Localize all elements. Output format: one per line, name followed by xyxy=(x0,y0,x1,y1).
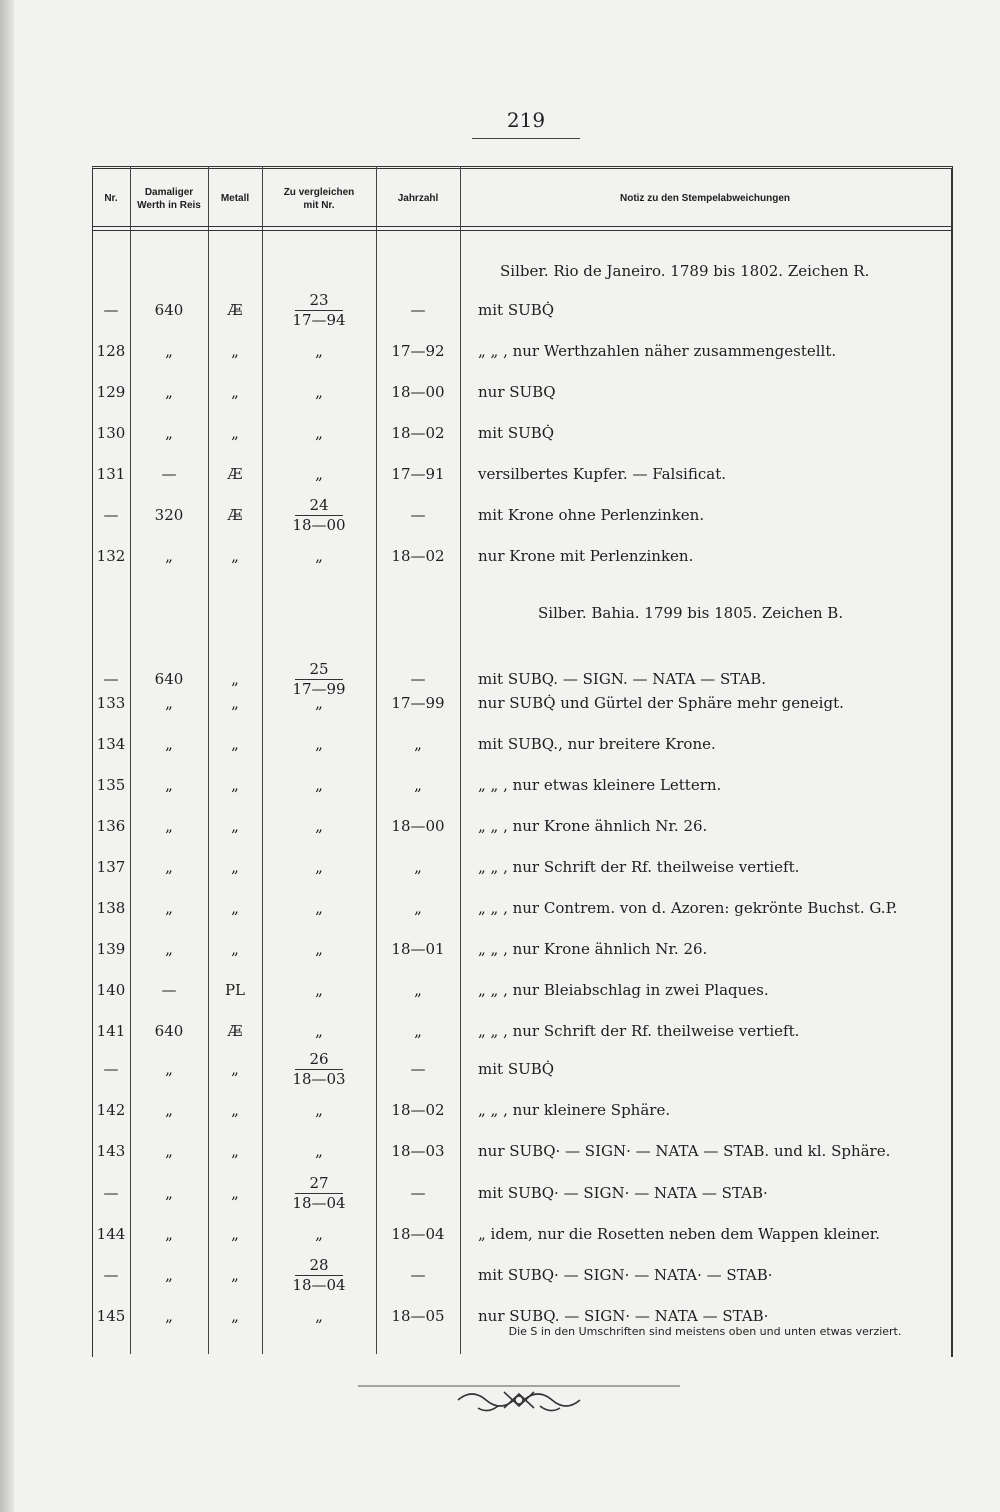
row-nr: 137 xyxy=(96,858,126,876)
table-row xyxy=(92,331,952,371)
row-metall: „ xyxy=(231,776,239,794)
row-metall: „ xyxy=(231,1225,239,1243)
row-notiz: „ „ , nur kleinere Sphäre. xyxy=(478,1101,671,1119)
row-jahrzahl: 18—03 xyxy=(391,1142,445,1160)
row-wert: „ xyxy=(165,735,173,753)
section-heading-bahia: Silber. Bahia. 1799 bis 1805. Zeichen B. xyxy=(538,604,844,622)
row-notiz: „ „ , nur Schrift der Rf. theilweise vertieft. xyxy=(478,858,800,876)
row-vergleich: „ xyxy=(315,694,323,712)
table-row xyxy=(92,929,952,969)
footnote: Die S in den Umschriften sind meistens oben und unten etwas verziert. xyxy=(508,1325,902,1338)
row-nr: — xyxy=(103,1184,119,1202)
row-jahrzahl: — xyxy=(410,506,426,524)
row-vergleich xyxy=(262,1049,376,1089)
row-nr: 134 xyxy=(96,735,126,753)
row-vergleich: „ xyxy=(315,342,323,360)
row-notiz: „ „ , nur Schrift der Rf. theilweise vertieft. xyxy=(478,1022,800,1040)
header-metall: Metall xyxy=(220,193,250,205)
row-metall: Æ xyxy=(227,465,243,483)
row-wert: 640 xyxy=(154,301,184,319)
table-row xyxy=(92,290,952,330)
row-wert: „ xyxy=(165,940,173,958)
row-nr: 143 xyxy=(96,1142,126,1160)
row-notiz: „ „ , nur Krone ähnlich Nr. 26. xyxy=(478,817,708,835)
decorative-flourish-icon xyxy=(358,1378,680,1418)
row-jahrzahl: 18—02 xyxy=(391,547,445,565)
table-row xyxy=(92,806,952,846)
comparison-number: 27 xyxy=(295,1175,342,1194)
comparison-fraction xyxy=(292,497,345,533)
row-wert: 640 xyxy=(154,670,184,688)
row-nr: 142 xyxy=(96,1101,126,1119)
row-notiz: mit SUBQ· — SIGN· — NATA· — STAB· xyxy=(478,1266,773,1284)
row-jahrzahl: „ xyxy=(414,1022,422,1040)
row-notiz: „ „ , nur Krone ähnlich Nr. 26. xyxy=(478,940,708,958)
row-jahrzahl: 17—92 xyxy=(391,342,445,360)
row-vergleich: „ xyxy=(315,1142,323,1160)
row-metall: „ xyxy=(231,424,239,442)
row-notiz: „ „ , nur Bleiabschlag in zwei Plaques. xyxy=(478,981,769,999)
row-vergleich: „ xyxy=(315,981,323,999)
page-binding-edge xyxy=(0,0,14,1512)
header-vergleich: Zu vergleichen mit Nr. xyxy=(283,186,355,211)
row-metall: „ xyxy=(231,899,239,917)
row-notiz: nur SUBQ̇ und Gürtel der Sphäre mehr geneigt. xyxy=(478,694,844,712)
row-nr: 131 xyxy=(96,465,126,483)
row-vergleich: „ xyxy=(315,899,323,917)
row-wert: 640 xyxy=(154,1022,184,1040)
row-notiz: nur SUBQ. — SIGN· — NATA — STAB· xyxy=(478,1307,769,1325)
row-nr: 133 xyxy=(96,694,126,712)
row-jahrzahl: „ xyxy=(414,858,422,876)
row-jahrzahl: „ xyxy=(414,981,422,999)
table-row xyxy=(92,413,952,453)
row-jahrzahl: — xyxy=(410,1184,426,1202)
row-jahrzahl: 18—02 xyxy=(391,424,445,442)
row-metall: „ xyxy=(231,1307,239,1325)
comparison-year: 18—03 xyxy=(292,1069,346,1088)
comparison-number: 24 xyxy=(295,497,342,516)
row-wert: „ xyxy=(165,547,173,565)
row-nr: 141 xyxy=(96,1022,126,1040)
table-row xyxy=(92,765,952,805)
row-wert: „ xyxy=(165,694,173,712)
row-jahrzahl: 18—05 xyxy=(391,1307,445,1325)
row-nr: 144 xyxy=(96,1225,126,1243)
row-wert: „ xyxy=(165,342,173,360)
row-jahrzahl: 18—00 xyxy=(391,817,445,835)
page-number: 219 xyxy=(472,108,580,139)
row-notiz: „ „ , nur etwas kleinere Lettern. xyxy=(478,776,722,794)
row-jahrzahl: — xyxy=(410,670,426,688)
table-row xyxy=(92,454,952,494)
comparison-year: 18—04 xyxy=(292,1275,346,1294)
row-jahrzahl: „ xyxy=(414,735,422,753)
row-notiz: versilbertes Kupfer. — Falsificat. xyxy=(478,465,726,483)
row-wert: „ xyxy=(165,424,173,442)
row-vergleich: „ xyxy=(315,940,323,958)
table-row xyxy=(92,1131,952,1171)
comparison-fraction xyxy=(292,1175,345,1211)
row-wert: „ xyxy=(165,1307,173,1325)
comparison-year: 18—00 xyxy=(292,515,346,534)
table-row xyxy=(92,1255,952,1295)
row-vergleich: „ xyxy=(315,383,323,401)
table-row xyxy=(92,847,952,887)
row-vergleich: „ xyxy=(315,858,323,876)
row-wert: „ xyxy=(165,1142,173,1160)
row-jahrzahl: 17—91 xyxy=(391,465,445,483)
row-vergleich: „ xyxy=(315,735,323,753)
row-metall: Æ̶ xyxy=(227,1022,243,1040)
table-row xyxy=(92,1049,952,1089)
row-metall: „ xyxy=(231,735,239,753)
table-row xyxy=(92,888,952,928)
row-metall: „ xyxy=(231,547,239,565)
header-wert: Damaliger Werth in Reis xyxy=(137,186,201,211)
row-nr: 140 xyxy=(96,981,126,999)
row-jahrzahl: 18—00 xyxy=(391,383,445,401)
comparison-year: 18—04 xyxy=(292,1193,346,1212)
row-notiz: nur Krone mit Perlenzinken. xyxy=(478,547,694,565)
row-wert: „ xyxy=(165,899,173,917)
row-metall: Æ̶ xyxy=(227,506,243,524)
row-jahrzahl: 17—99 xyxy=(391,694,445,712)
comparison-fraction xyxy=(292,1257,345,1293)
table-row xyxy=(92,1214,952,1254)
row-notiz: „ „ , nur Werthzahlen näher zusammengestellt. xyxy=(478,342,837,360)
row-notiz: mit SUBQ· — SIGN· — NATA — STAB· xyxy=(478,1184,768,1202)
table-row xyxy=(92,495,952,535)
comparison-year: 17—99 xyxy=(292,679,346,698)
comparison-number: 28 xyxy=(295,1257,342,1276)
comparison-number: 23 xyxy=(295,292,342,311)
row-vergleich xyxy=(262,1173,376,1213)
table-row xyxy=(92,970,952,1010)
table-row xyxy=(92,1090,952,1130)
row-wert: „ xyxy=(165,1266,173,1284)
row-vergleich: „ xyxy=(315,817,323,835)
comparison-fraction xyxy=(292,292,345,328)
row-nr: — xyxy=(103,670,119,688)
row-wert: „ xyxy=(165,1184,173,1202)
row-wert: „ xyxy=(165,1225,173,1243)
row-wert: „ xyxy=(165,858,173,876)
row-jahrzahl: „ xyxy=(414,899,422,917)
row-notiz: mit SUBQ̇ xyxy=(478,301,555,319)
comparison-number: 25 xyxy=(295,661,342,680)
row-vergleich xyxy=(262,290,376,330)
row-jahrzahl: — xyxy=(410,301,426,319)
header-jahrzahl: Jahrzahl xyxy=(397,193,439,205)
comparison-number: 26 xyxy=(295,1051,342,1070)
row-vergleich: „ xyxy=(315,1101,323,1119)
row-nr: — xyxy=(103,1266,119,1284)
row-nr: 129 xyxy=(96,383,126,401)
row-metall: „ xyxy=(231,1060,239,1078)
row-nr: 145 xyxy=(96,1307,126,1325)
row-metall: „ xyxy=(231,817,239,835)
row-wert: „ xyxy=(165,383,173,401)
row-nr: 138 xyxy=(96,899,126,917)
row-vergleich: „ xyxy=(315,424,323,442)
row-metall: „ xyxy=(231,383,239,401)
table-row xyxy=(92,1173,952,1213)
header-nr: Nr. xyxy=(104,193,118,205)
row-notiz: mit SUBQ̇ xyxy=(478,424,555,442)
row-vergleich: „ xyxy=(315,1022,323,1040)
row-metall: „ xyxy=(231,342,239,360)
row-metall: „ xyxy=(231,940,239,958)
row-notiz: nur SUBQ· — SIGN· — NATA — STAB. und kl. Sphäre. xyxy=(478,1142,891,1160)
row-notiz: mit SUBQ., nur breitere Krone. xyxy=(478,735,716,753)
comparison-year: 17—94 xyxy=(292,310,346,329)
row-nr: 136 xyxy=(96,817,126,835)
comparison-fraction xyxy=(292,1051,345,1087)
row-notiz: „ idem, nur die Rosetten neben dem Wappen kleiner. xyxy=(478,1225,881,1243)
row-metall: „ xyxy=(231,1184,239,1202)
header-separator xyxy=(92,226,952,231)
row-jahrzahl: — xyxy=(410,1266,426,1284)
row-jahrzahl: — xyxy=(410,1060,426,1078)
row-notiz: mit SUBQ. — SIGN. — NATA — STAB. xyxy=(478,670,767,688)
row-metall: „ xyxy=(231,1101,239,1119)
row-metall: „ xyxy=(231,858,239,876)
row-vergleich: „ xyxy=(315,776,323,794)
row-metall: Æ̶ xyxy=(227,301,243,319)
row-jahrzahl: 18—02 xyxy=(391,1101,445,1119)
row-wert: — xyxy=(161,981,177,999)
row-metall: „ xyxy=(231,694,239,712)
row-nr: — xyxy=(103,1060,119,1078)
row-vergleich xyxy=(262,495,376,535)
row-vergleich: „ xyxy=(315,1225,323,1243)
header-notiz: Notiz zu den Stempelabweichungen xyxy=(619,193,790,205)
row-notiz: „ „ , nur Contrem. von d. Azoren: gekrönte Buchst. G.P. xyxy=(478,899,898,917)
row-wert: „ xyxy=(165,1060,173,1078)
row-wert: 320 xyxy=(154,506,184,524)
table-row xyxy=(92,536,952,576)
row-nr: — xyxy=(103,301,119,319)
row-metall: „ xyxy=(231,1266,239,1284)
row-nr: — xyxy=(103,506,119,524)
row-wert: „ xyxy=(165,776,173,794)
row-vergleich: „ xyxy=(315,547,323,565)
row-nr: 128 xyxy=(96,342,126,360)
row-wert: „ xyxy=(165,1101,173,1119)
row-nr: 132 xyxy=(96,547,126,565)
table-row xyxy=(92,372,952,412)
row-nr: 139 xyxy=(96,940,126,958)
row-notiz: nur SUBQ xyxy=(478,383,556,401)
table-row xyxy=(92,1011,952,1051)
row-vergleich: „ xyxy=(315,1307,323,1325)
row-metall: PL xyxy=(224,981,246,999)
table-row xyxy=(92,683,952,723)
row-wert: — xyxy=(161,465,177,483)
row-notiz: mit SUBQ̇ xyxy=(478,1060,555,1078)
row-metall: „ xyxy=(231,670,239,688)
row-vergleich xyxy=(262,1255,376,1295)
row-notiz: mit Krone ohne Perlenzinken. xyxy=(478,506,705,524)
row-nr: 135 xyxy=(96,776,126,794)
row-wert: „ xyxy=(165,817,173,835)
row-jahrzahl: 18—01 xyxy=(391,940,445,958)
row-vergleich: „ xyxy=(315,465,323,483)
row-jahrzahl: 18—04 xyxy=(391,1225,445,1243)
row-jahrzahl: „ xyxy=(414,776,422,794)
row-nr: 130 xyxy=(96,424,126,442)
table-row xyxy=(92,724,952,764)
row-metall: „ xyxy=(231,1142,239,1160)
section-heading-rio: Silber. Rio de Janeiro. 1789 bis 1802. Zeichen R. xyxy=(500,262,870,280)
